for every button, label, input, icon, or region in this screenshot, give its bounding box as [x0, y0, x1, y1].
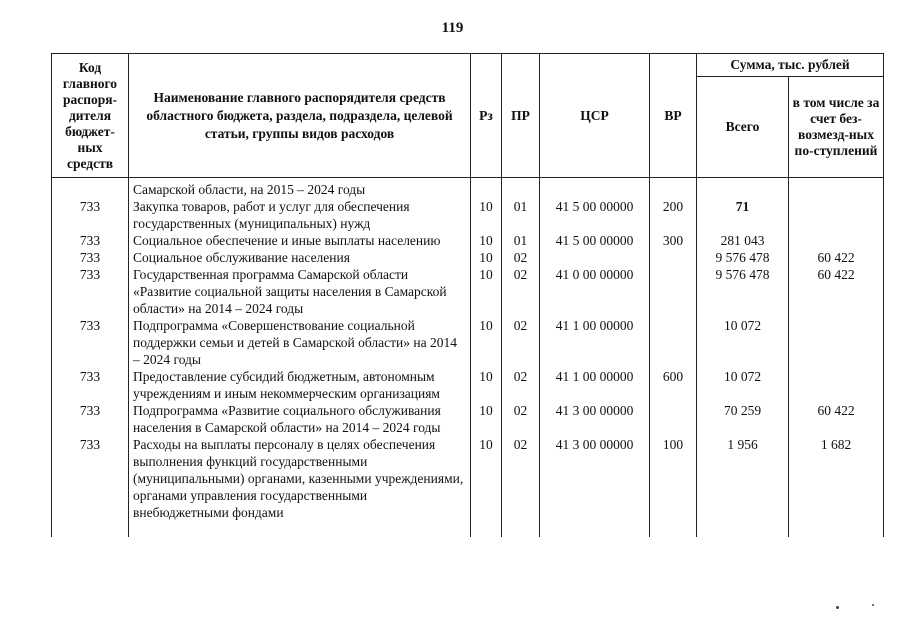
header-incl: в том числе за счет без-возмезд-ных по-ступлений: [789, 77, 884, 178]
table-cell-csr: 41 0 00 00000: [540, 266, 650, 317]
table-cell-incl: [789, 368, 884, 402]
table-cell-vr: [650, 249, 697, 266]
table-cell-name: Подпрограмма «Развитие социального обслуживания населения в Самарской области» на 2014 – 2024 годы: [129, 402, 471, 436]
table-row: [52, 368, 884, 402]
table-cell-total: 281 043: [697, 232, 789, 249]
table-cell-code: 733: [52, 232, 129, 249]
table-cell-csr: [540, 249, 650, 266]
table-cell-code: [52, 178, 129, 199]
table-cell-name: Закупка товаров, работ и услуг для обеспечения государственных (муниципальных) нужд: [129, 198, 471, 232]
table-cell-rz: [471, 178, 502, 199]
table-row: [52, 266, 884, 317]
table-cell-csr: 41 5 00 00000: [540, 198, 650, 232]
header-code: Код главного распоря-дителя бюджет-ных средств: [52, 54, 129, 178]
table-row: [52, 402, 884, 436]
header-vr: ВР: [650, 54, 697, 178]
table-cell-pr: 01: [502, 198, 540, 232]
table-cell-vr: 600: [650, 368, 697, 402]
header-total: Всего: [697, 77, 789, 178]
table-cell-csr: 41 5 00 00000: [540, 232, 650, 249]
table-cell-code: 733: [52, 402, 129, 436]
table-cell-incl: [789, 178, 884, 199]
header-rz: Рз: [471, 54, 502, 178]
table-cell-rz: 10: [471, 436, 502, 537]
table-cell-pr: [502, 178, 540, 199]
table-cell-code: 733: [52, 436, 129, 537]
table-cell-pr: 01: [502, 232, 540, 249]
header-csr: ЦСР: [540, 54, 650, 178]
table-cell-vr: 300: [650, 232, 697, 249]
table-cell-name: Расходы на выплаты персоналу в целях обеспечения выполнения функций государственными (муниципальными) органами, казенными учреждениями, органами управления государственными внебюджетными фондами: [129, 436, 471, 537]
table-cell-total: [697, 178, 789, 199]
table-cell-csr: 41 1 00 00000: [540, 317, 650, 368]
table-cell-csr: 41 3 00 00000: [540, 436, 650, 537]
table-cell-code: 733: [52, 249, 129, 266]
table-row: [52, 232, 884, 249]
header-sum-group: Сумма, тыс. рублей: [697, 54, 884, 77]
scan-speck: [836, 606, 839, 609]
table-cell-name: Социальное обеспечение и иные выплаты населению: [129, 232, 471, 249]
table-cell-rz: 10: [471, 402, 502, 436]
table-cell-pr: 02: [502, 317, 540, 368]
scan-speck: [872, 604, 874, 606]
table-cell-name: Самарской области, на 2015 – 2024 годы: [129, 178, 471, 199]
table-cell-total: 1 956: [697, 436, 789, 537]
table-cell-vr: 200: [650, 198, 697, 232]
budget-table: [51, 53, 884, 537]
table-cell-incl: [789, 198, 884, 232]
table-cell-vr: [650, 266, 697, 317]
table-cell-incl: 1 682: [789, 436, 884, 537]
page-number: 119: [441, 20, 464, 36]
table-row: [52, 178, 884, 199]
table-cell-name: Государственная программа Самарской области «Развитие социальной защиты населения в Самарской области» на 2014 – 2024 годы: [129, 266, 471, 317]
table-cell-total: 9 576 478: [697, 249, 789, 266]
table-cell-pr: 02: [502, 249, 540, 266]
table-cell-rz: 10: [471, 368, 502, 402]
table-cell-total: 71: [697, 198, 789, 232]
table-cell-vr: [650, 317, 697, 368]
table-cell-csr: 41 3 00 00000: [540, 402, 650, 436]
table-cell-rz: 10: [471, 198, 502, 232]
table-cell-rz: 10: [471, 317, 502, 368]
table-cell-incl: 60 422: [789, 402, 884, 436]
table-cell-csr: [540, 178, 650, 199]
table-cell-pr: 02: [502, 368, 540, 402]
table-cell-total: 9 576 478: [697, 266, 789, 317]
table-cell-code: 733: [52, 368, 129, 402]
table-cell-incl: 60 422: [789, 266, 884, 317]
header-pr: ПР: [502, 54, 540, 178]
table-cell-incl: [789, 317, 884, 368]
table-row: [52, 198, 884, 232]
table-cell-csr: 41 1 00 00000: [540, 368, 650, 402]
table-cell-vr: 100: [650, 436, 697, 537]
table-cell-incl: 60 422: [789, 249, 884, 266]
table-cell-code: 733: [52, 266, 129, 317]
table-cell-code: 733: [52, 317, 129, 368]
table-cell-code: 733: [52, 198, 129, 232]
table-cell-total: 10 072: [697, 368, 789, 402]
table-body: [52, 178, 884, 538]
table-cell-rz: 10: [471, 249, 502, 266]
table-cell-name: Подпрограмма «Совершенствование социальной поддержки семьи и детей в Самарской области» на 2014 – 2024 годы: [129, 317, 471, 368]
table-cell-total: 70 259: [697, 402, 789, 436]
table-cell-pr: 02: [502, 266, 540, 317]
table-cell-incl: [789, 232, 884, 249]
table-cell-pr: 02: [502, 436, 540, 537]
table-cell-rz: 10: [471, 232, 502, 249]
table-cell-total: 10 072: [697, 317, 789, 368]
table-row: [52, 436, 884, 537]
table-header: [52, 54, 884, 178]
table-cell-name: Предоставление субсидий бюджетным, автономным учреждениям и иным некоммерческим организациям: [129, 368, 471, 402]
table-cell-vr: [650, 178, 697, 199]
table-row: [52, 249, 884, 266]
table-row: [52, 317, 884, 368]
table-cell-rz: 10: [471, 266, 502, 317]
table-cell-name: Социальное обслуживание населения: [129, 249, 471, 266]
header-name: Наименование главного распорядителя средств областного бюджета, раздела, подраздела, целевой статьи, группы видов расходов: [129, 54, 471, 178]
table-cell-pr: 02: [502, 402, 540, 436]
table-cell-vr: [650, 402, 697, 436]
